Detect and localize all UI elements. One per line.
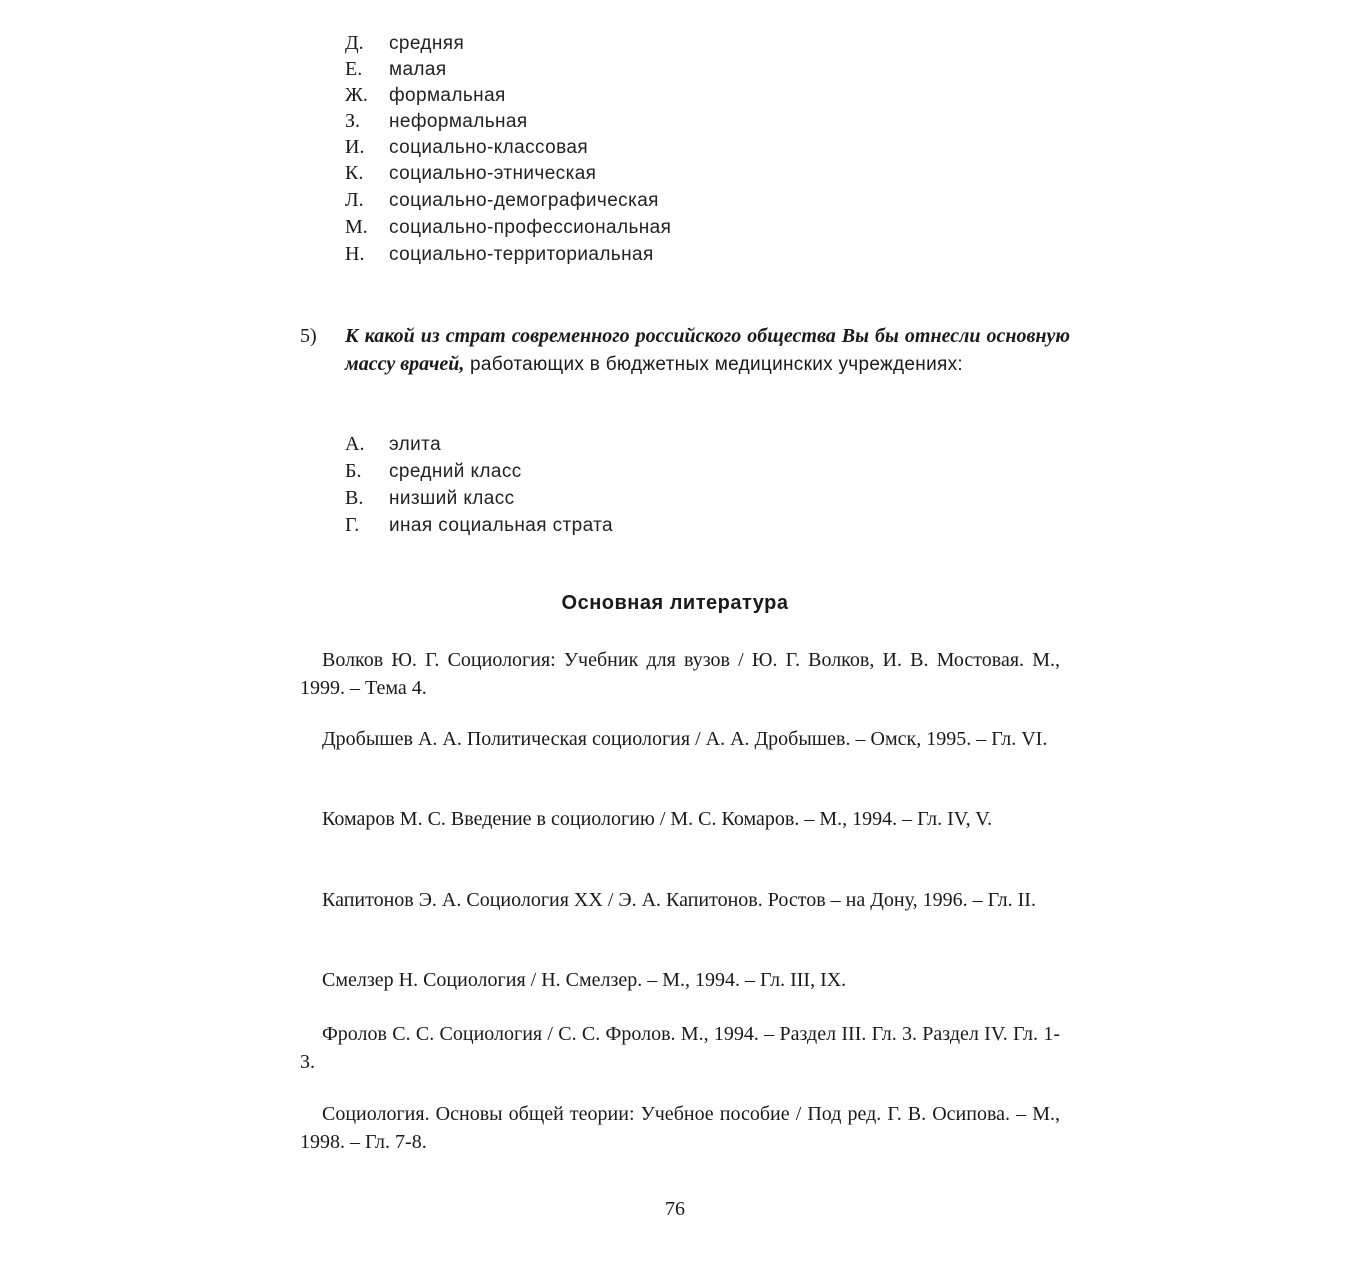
reference-item bbox=[300, 886, 1060, 914]
option-text: низший класс bbox=[389, 488, 515, 509]
reference-item bbox=[300, 646, 1060, 702]
option-item bbox=[345, 187, 659, 213]
option-text: социально-профессиональная bbox=[389, 217, 672, 238]
reference-text: Волков Ю. Г. Социология: Учебник для вузов / Ю. Г. Волков, И. В. Мостовая. М., 1999. – Тема 4. bbox=[300, 649, 1060, 699]
option-text: средняя bbox=[389, 33, 465, 54]
option-item bbox=[345, 241, 654, 267]
option-item bbox=[345, 431, 441, 457]
option-letter: Е. bbox=[345, 58, 363, 80]
reference-item bbox=[300, 1100, 1060, 1156]
question-number: 5) bbox=[300, 325, 317, 347]
reference-text: Дробышев А. А. Политическая социология / А. А. Дробышев. – Омск, 1995. – Гл. VI. bbox=[322, 728, 1048, 750]
option-text: социально-классовая bbox=[389, 137, 589, 158]
option-letter: Н. bbox=[345, 243, 365, 265]
option-letter: А. bbox=[345, 433, 365, 455]
page-number: 76 bbox=[665, 1198, 685, 1220]
option-text: иная социальная страта bbox=[389, 515, 613, 536]
question-rest-text: работающих в бюджетных медицинских учреждениях: bbox=[464, 354, 963, 375]
option-text: социально-этническая bbox=[389, 163, 597, 184]
reference-item bbox=[300, 725, 1060, 753]
reference-text: Комаров М. С. Введение в социологию / М. С. Комаров. – М., 1994. – Гл. IV, V. bbox=[322, 808, 993, 830]
reference-text: Капитонов Э. А. Социология XX / Э. А. Капитонов. Ростов – на Дону, 1996. – Гл. II. bbox=[322, 889, 1036, 911]
reference-item bbox=[300, 805, 1060, 833]
reference-text: Смелзер Н. Социология / Н. Смелзер. – М., 1994. – Гл. III, IX. bbox=[322, 969, 847, 991]
option-item bbox=[345, 214, 671, 240]
section-title-text: Основная литература bbox=[561, 592, 789, 614]
option-text: элита bbox=[389, 434, 442, 455]
option-text: социально-демографическая bbox=[389, 190, 659, 211]
question-text bbox=[345, 322, 1070, 379]
option-letter: Г. bbox=[345, 514, 360, 536]
reference-item bbox=[300, 966, 1060, 994]
reference-item bbox=[300, 1020, 1060, 1076]
option-item bbox=[345, 458, 522, 484]
option-item bbox=[345, 160, 596, 186]
option-letter: М. bbox=[345, 216, 368, 238]
option-item bbox=[345, 56, 447, 82]
option-text: неформальная bbox=[389, 111, 528, 132]
option-letter: Д. bbox=[345, 32, 364, 54]
option-letter: Л. bbox=[345, 189, 364, 211]
option-item bbox=[345, 82, 506, 108]
section-title bbox=[0, 592, 1350, 615]
option-text: средний класс bbox=[389, 461, 522, 482]
option-letter: К. bbox=[345, 162, 364, 184]
reference-text: Социология. Основы общей теории: Учебное пособие / Под ред. Г. В. Осипова. – М., 1998. – Гл. 7-8. bbox=[300, 1103, 1060, 1153]
reference-text: Фролов С. С. Социология / С. С. Фролов. М., 1994. – Раздел III. Гл. 3. Раздел IV. Гл. 1-3. bbox=[300, 1023, 1060, 1073]
option-letter: З. bbox=[345, 110, 361, 132]
option-letter: И. bbox=[345, 136, 365, 158]
option-item bbox=[345, 512, 613, 538]
option-item bbox=[345, 485, 515, 511]
option-letter: В. bbox=[345, 487, 364, 509]
question-5 bbox=[300, 322, 1070, 379]
option-text: малая bbox=[389, 59, 447, 80]
option-item bbox=[345, 108, 528, 134]
option-item bbox=[345, 134, 588, 160]
option-item bbox=[345, 30, 464, 56]
question-bold-text: К какой из страт современного российского общества Вы бы отнесли основную массу врачей, bbox=[345, 325, 1070, 375]
option-letter: Ж. bbox=[345, 84, 368, 106]
option-text: социально-территориальная bbox=[389, 244, 654, 265]
option-text: формальная bbox=[389, 85, 506, 106]
option-letter: Б. bbox=[345, 460, 362, 482]
